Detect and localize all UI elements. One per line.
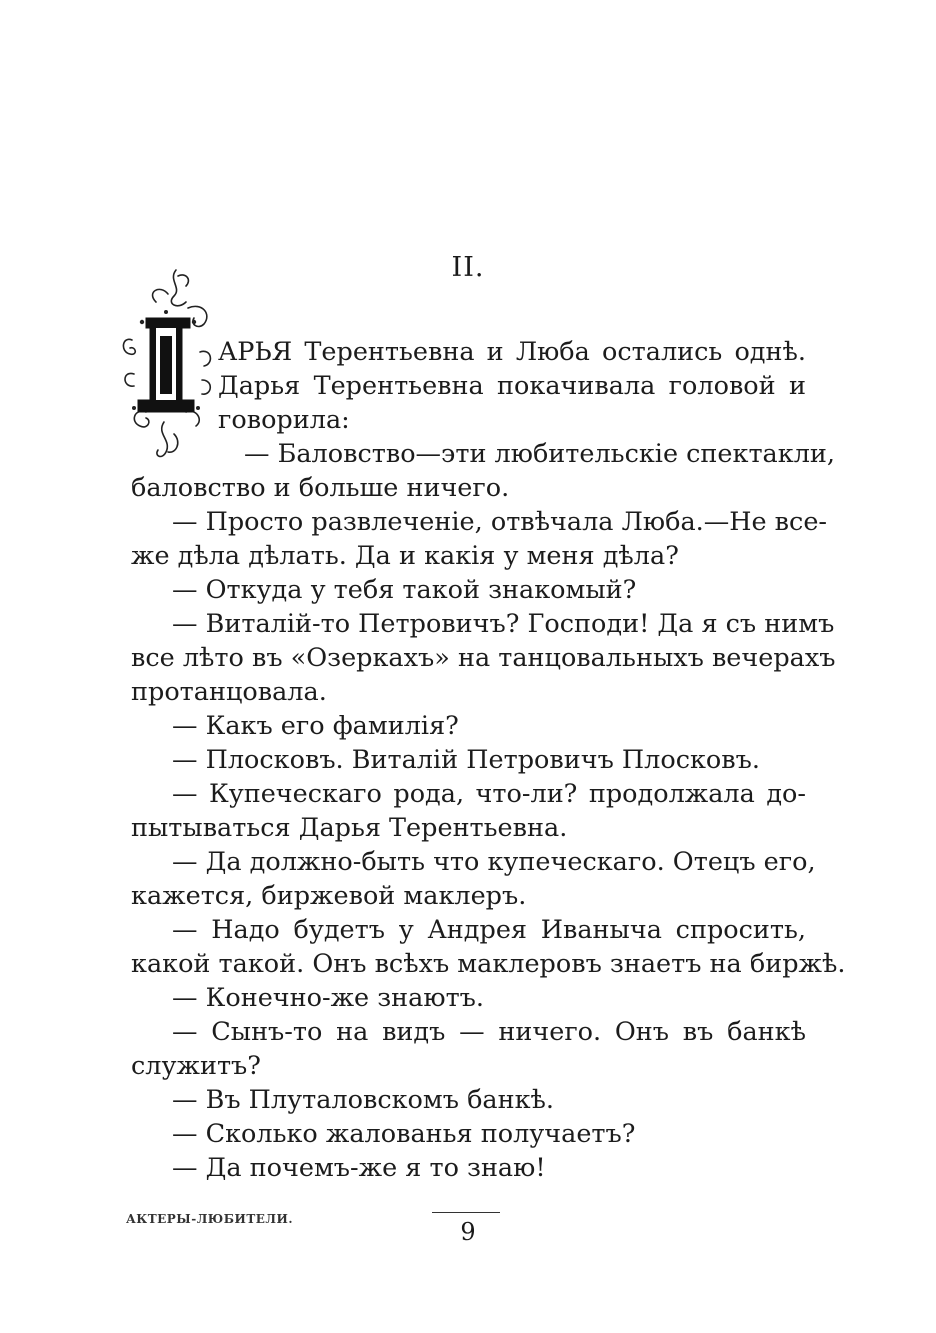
text-line: — Просто развлеченіе, отвѣчала Люба.—Не все- — [172, 507, 828, 537]
text-line: кажется, биржевой маклеръ. — [131, 881, 527, 911]
text-line: пытываться Дарья Терентьевна. — [131, 813, 568, 843]
text-line: Дарья Терентьевна покачивала головой и — [218, 371, 806, 401]
footer-rule — [432, 1212, 500, 1213]
text-line: протанцовала. — [131, 677, 327, 707]
chapter-number: II. — [451, 252, 485, 283]
text-line: — Купеческаго рода, что-ли? продолжала до- — [172, 779, 806, 809]
text-line: — Плосковъ. Виталій Петровичъ Плосковъ. — [172, 745, 760, 775]
text-line: — Конечно-же знаютъ. — [172, 983, 485, 1013]
text-line: говорила: — [218, 405, 350, 435]
text-line: — Надо будетъ у Андрея Иваныча спросить, — [172, 915, 806, 945]
text-line: какой такой. Онъ всѣхъ маклеровъ знаетъ на биржѣ. — [131, 949, 846, 979]
text-line: — Да должно-быть что купеческаго. Отецъ его, — [172, 847, 816, 877]
ornamental-initial-icon — [116, 262, 216, 472]
text-line: баловство и больше ничего. — [131, 473, 510, 503]
text-line: — Виталій-то Петровичъ? Господи! Да я съ нимъ — [172, 609, 835, 639]
text-line: — Откуда у тебя такой знакомый? — [172, 575, 637, 605]
footer-signature: АКТЕРЫ-ЛЮБИТЕЛИ. — [126, 1212, 294, 1226]
text-line: — Да почемъ-же я то знаю! — [172, 1153, 546, 1183]
page-number: 9 — [460, 1218, 476, 1246]
text-line: — Баловство—эти любительскіе спектакли, — [244, 439, 835, 469]
text-line: — Сынъ-то на видъ — ничего. Онъ въ банкѣ — [172, 1017, 806, 1047]
text-line: же дѣла дѣлать. Да и какія у меня дѣла? — [131, 541, 679, 571]
text-line: — Какъ его фамилія? — [172, 711, 459, 741]
text-line: служитъ? — [131, 1051, 261, 1081]
text-line: — Въ Плуталовскомъ банкѣ. — [172, 1085, 555, 1115]
text-line: все лѣто въ «Озеркахъ» на танцовальныхъ вечерахъ — [131, 643, 836, 673]
text-line: АРЬЯ Терентьевна и Люба остались однѣ. — [218, 337, 806, 367]
text-line: — Сколько жалованья получаетъ? — [172, 1119, 636, 1149]
